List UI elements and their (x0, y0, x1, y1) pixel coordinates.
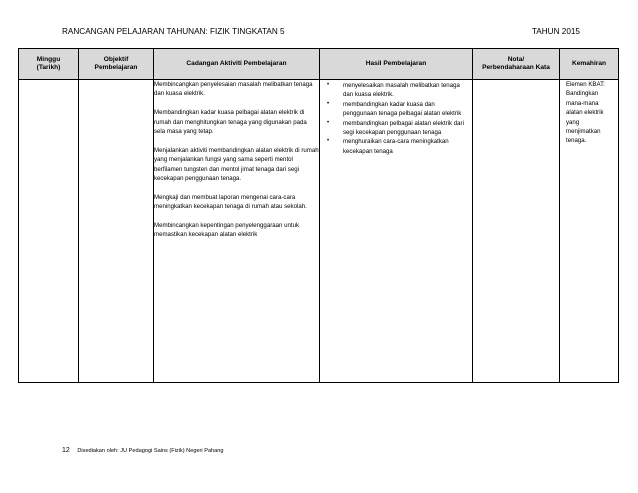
column-header-cadangan-aktiviti (154, 49, 320, 80)
list-item (320, 81, 472, 100)
cell-cadangan-aktiviti (154, 80, 320, 383)
column-header-line: (Tarikh) (36, 64, 61, 71)
cell-minggu (19, 80, 79, 383)
column-header-minggu (19, 49, 79, 80)
column-header-line: Kemahiran (571, 60, 607, 67)
table-header-row (19, 49, 619, 80)
cell-kemahiran (560, 80, 619, 383)
bullet-icon: • (327, 100, 330, 107)
column-header-line: Perbendaharaan Kata (482, 64, 550, 71)
table-row (19, 80, 619, 383)
results-list (320, 81, 472, 156)
lesson-plan-table (18, 48, 619, 383)
result-text: membandingkan kadar kuasa dan penggunaan tenaga pelbagai alatan elektrik (343, 100, 462, 118)
activity-paragraph: Membincangkan penyelesaian masalah melibatkan tenaga dan kuasa elektrik. (154, 81, 313, 98)
column-header-hasil-pembelajaran (320, 49, 473, 80)
result-text: membandingkan pelbagai alatan elektrik dari segi kecekapan penggunaan tenaga (343, 119, 464, 137)
activity-paragraph: Menjalankan aktiviti membandingkan alatan elektrik di rumah yang menjalankan fungsi yang sama seperti mentol berfilamen tungsten dan mentol jimat tenaga dari segi kecekapan penggunaan tenaga. (154, 146, 319, 183)
page-footer (62, 447, 224, 454)
list-item (320, 119, 472, 138)
activity-paragraph: Membincangkan kepentingan penyelenggaraan untuk memastikan kecekapan alatan elektrik (154, 222, 300, 239)
bullet-icon: • (327, 119, 330, 126)
cell-objektif (79, 80, 154, 383)
column-header-line: Objektif (103, 56, 129, 63)
list-item (320, 137, 472, 156)
bullet-icon: • (327, 138, 330, 145)
kemahiran-text: Elemen KBAT: Bandingkan mana-mana alatan elektrik yang menjimatkan tenaga. (566, 81, 605, 145)
column-header-nota (473, 49, 560, 80)
result-text: menyelesaikan masalah melibatkan tenaga dan kuasa elektrik. (343, 82, 460, 99)
activity-paragraph: Membandingkan kadar kuasa pelbagai alatan elektrik di rumah dan menghitungkan tenaga yang digunakan pada sela masa yang tetap. (154, 109, 307, 136)
cell-hasil-pembelajaran (320, 80, 473, 383)
result-text: menghuraikan cara-cara meningkatkan kecekapan tenaga (343, 138, 449, 155)
footer-text: Disediakan oleh: JU Pedagogi Sains (Fizik) Negeri Pahang (77, 448, 224, 454)
document-year: TAHUN 2015 (531, 27, 580, 36)
column-header-line: Hasil Pembelajaran (365, 60, 427, 67)
document-title: RANCANGAN PELAJARAN TAHUNAN: FIZIK TINGKATAN 5 (62, 27, 285, 36)
cell-nota (473, 80, 560, 383)
activity-paragraph: Mengkaji dan membuat laporan mengenai cara-cara meningkatkan kecekapan tenaga di rumah atau sekolah. (154, 193, 307, 211)
column-header-kemahiran (560, 49, 619, 80)
column-header-objektif (79, 49, 154, 80)
column-header-line: Nota/ (507, 56, 525, 63)
page-number: 12 (62, 447, 70, 454)
column-header-line: Pembelajaran (94, 64, 138, 71)
list-item (320, 100, 472, 119)
column-header-line: Cadangan Aktiviti Pembelajaran (186, 60, 287, 67)
column-header-line: Minggu (36, 56, 61, 63)
bullet-icon: • (327, 82, 330, 88)
